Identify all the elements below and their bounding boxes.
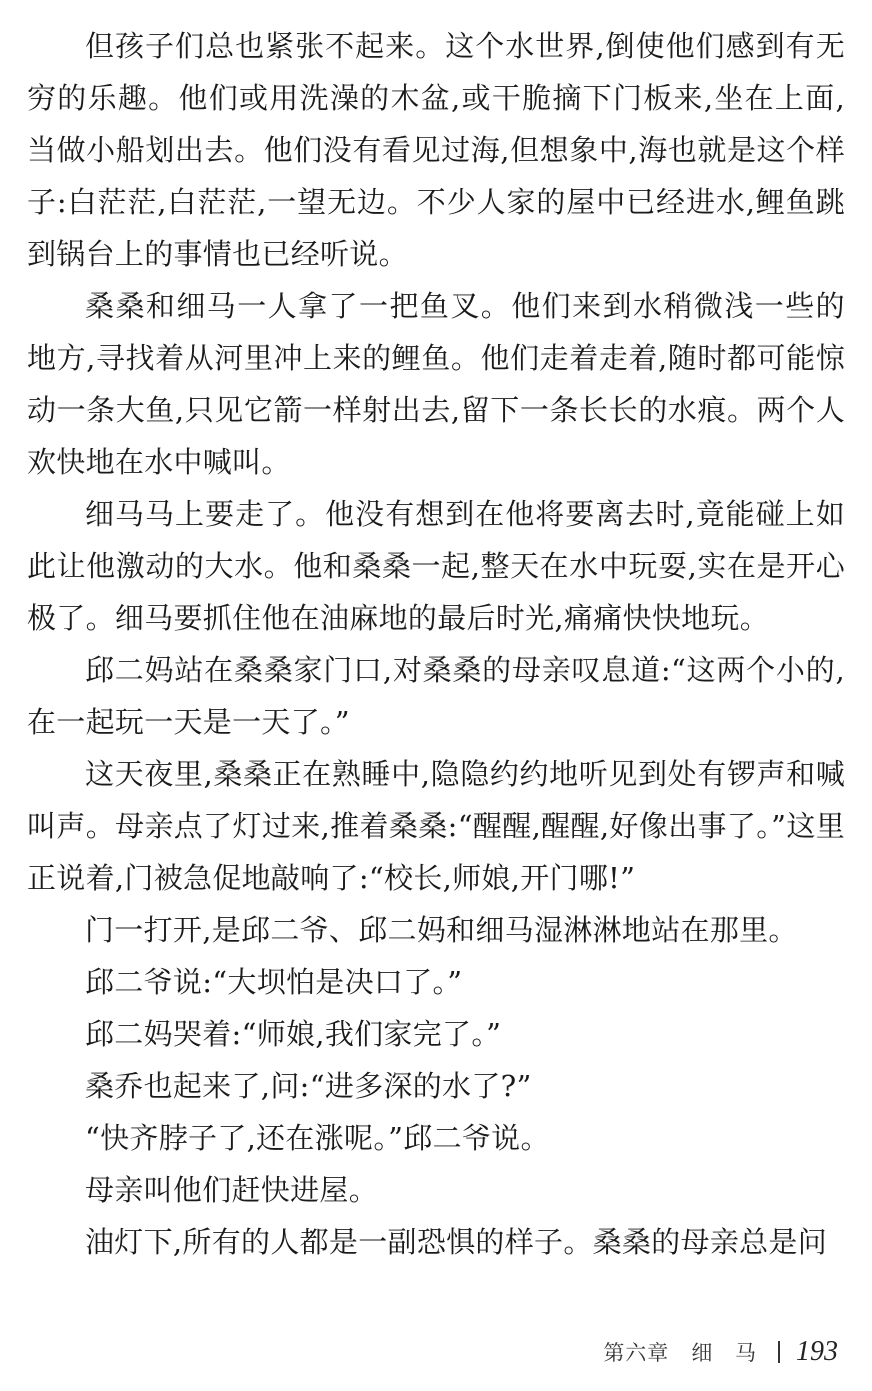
chapter-label: 第六章 [603, 1341, 670, 1365]
page-number: 193 [796, 1336, 838, 1367]
paragraph: “快齐脖子了,还在涨呢。”邱二爷说。 [85, 1121, 550, 1155]
paragraph: 邱二妈站在桑桑家门口,对桑桑的母亲叹息道:“这两个小的,在一起玩一天是一天了。” [27, 653, 845, 739]
paragraph: 桑乔也起来了,问:“进多深的水了?” [85, 1069, 532, 1103]
paragraph: 母亲叫他们赶快进屋。 [85, 1173, 379, 1207]
paragraph: 但孩子们总也紧张不起来。这个水世界,倒使他们感到有无穷的乐趣。他们或用洗澡的木盆,或干脆摘下门板来,坐在上面,当做小船划出去。他们没有看见过海,但想象中,海也就是这个样子:白茫茫,白茫茫,一望无边。不少人家的屋中已经进水,鲤鱼跳到锅台上的事情也已经听说。 [27, 29, 845, 271]
paragraph: 邱二妈哭着:“师娘,我们家完了。” [85, 1017, 502, 1051]
paragraph: 桑桑和细马一人拿了一把鱼叉。他们来到水稍微浅一些的地方,寻找着从河里冲上来的鲤鱼。他们走着走着,随时都可能惊动一条大鱼,只见它箭一样射出去,留下一条长长的水痕。两个人欢快地在水中喊叫。 [27, 289, 845, 479]
footer-divider [778, 1341, 780, 1363]
chapter-title: 细 马 [691, 1341, 764, 1365]
page-footer [603, 1335, 838, 1369]
paragraph: 邱二爷说:“大坝怕是决口了。” [85, 965, 463, 999]
paragraph: 这天夜里,桑桑正在熟睡中,隐隐约约地听见到处有锣声和喊叫声。母亲点了灯过来,推着桑桑:“醒醒,醒醒,好像出事了。”这里正说着,门被急促地敲响了:“校长,师娘,开门哪!” [27, 757, 845, 895]
paragraph: 细马马上要走了。他没有想到在他将要离去时,竟能碰上如此让他激动的大水。他和桑桑一起,整天在水中玩耍,实在是开心极了。细马要抓住他在油麻地的最后时光,痛痛快快地玩。 [27, 497, 845, 635]
paragraph: 门一打开,是邱二爷、邱二妈和细马湿淋淋地站在那里。 [85, 913, 798, 947]
paragraph: 油灯下,所有的人都是一副恐惧的样子。桑桑的母亲总是问 [85, 1225, 828, 1259]
body-text [27, 20, 845, 1268]
